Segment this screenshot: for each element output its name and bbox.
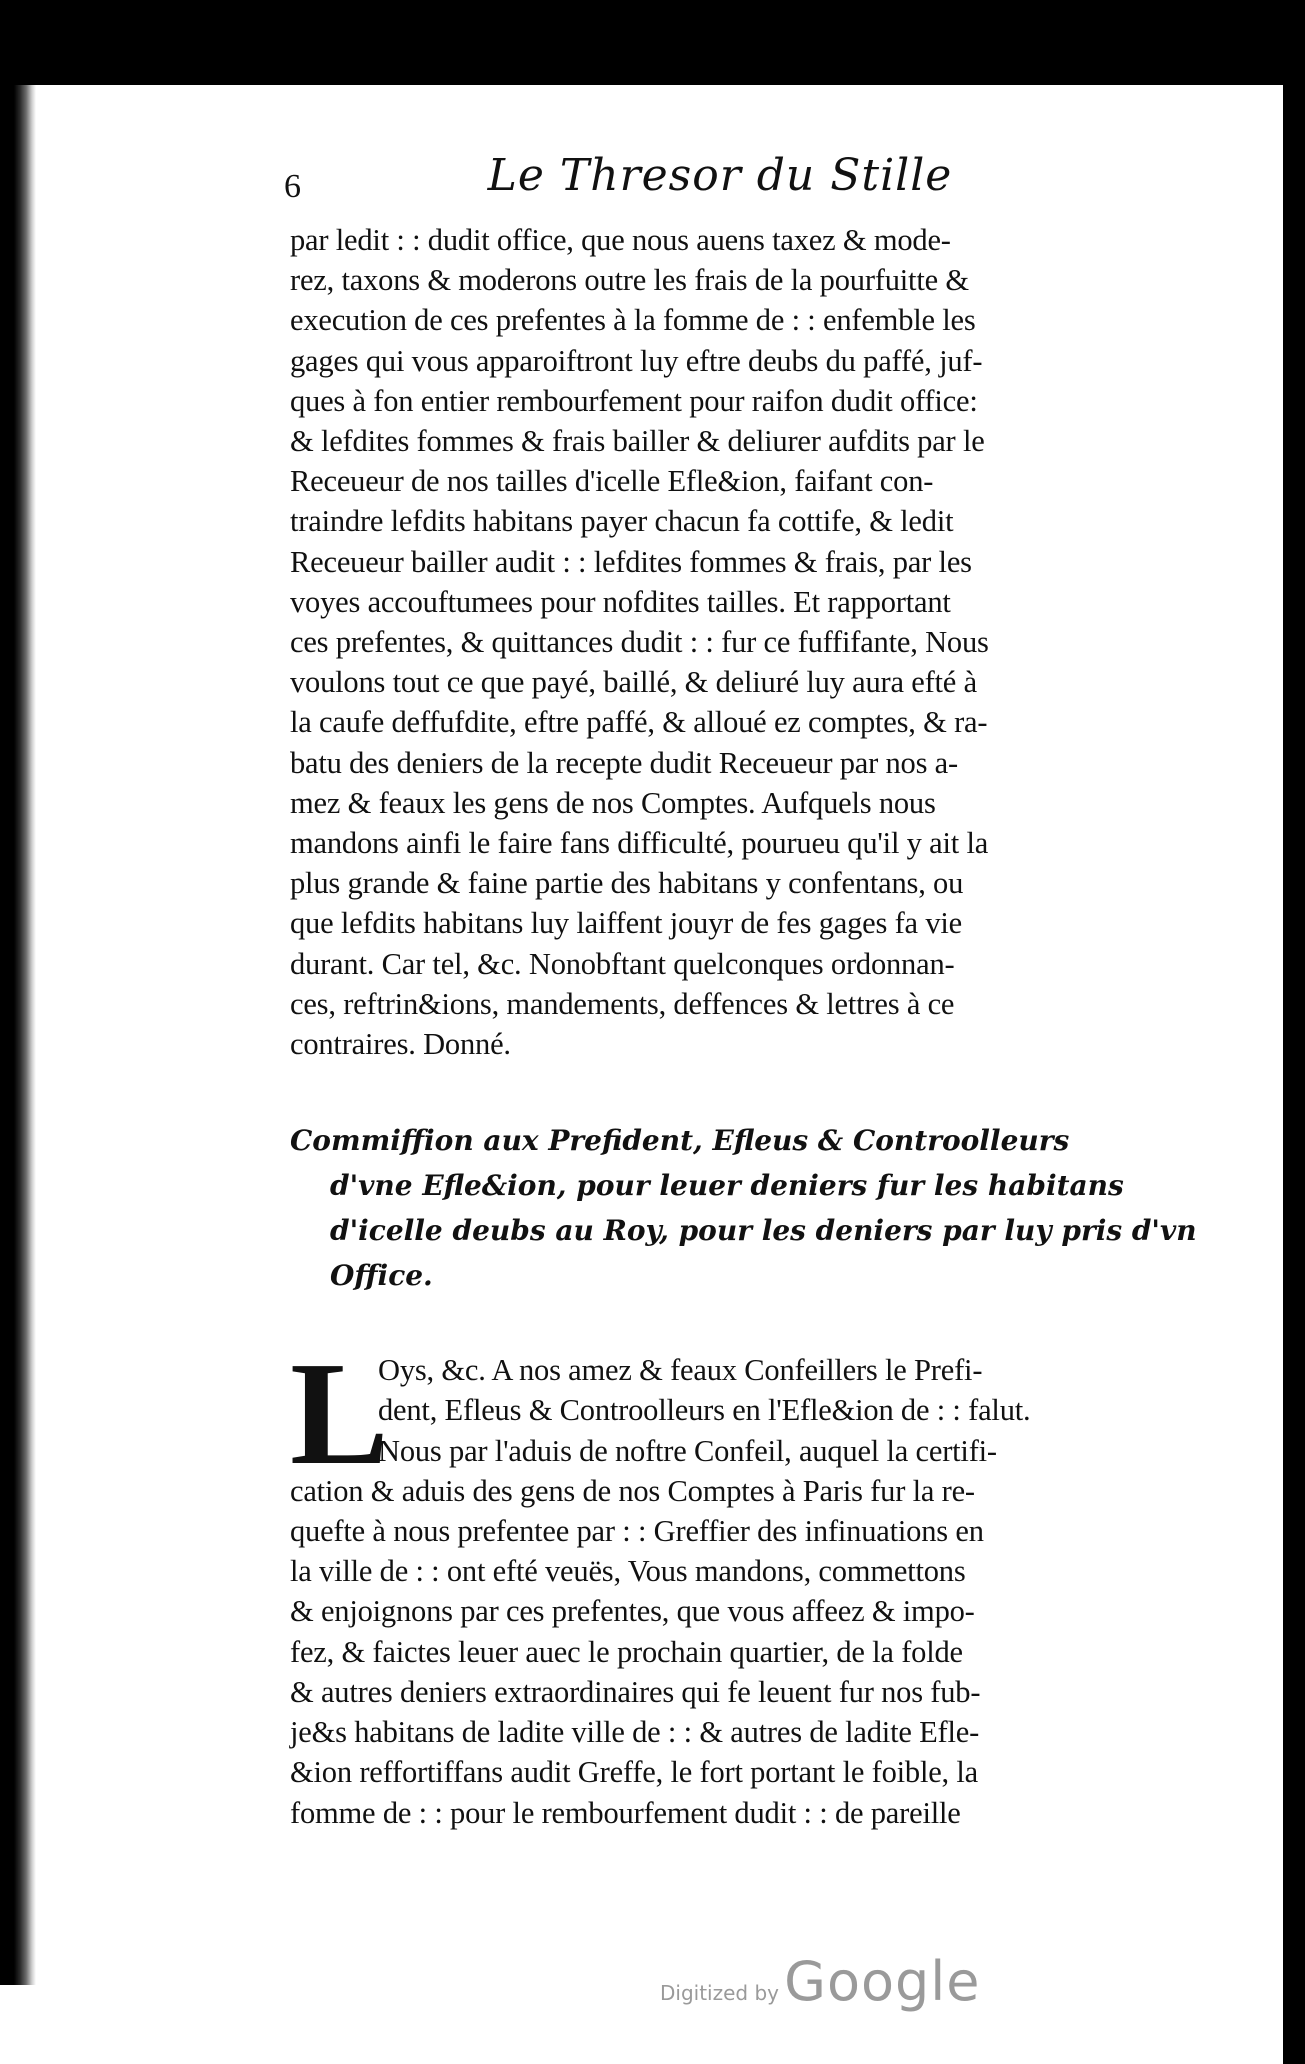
drop-cap: L: [290, 1332, 389, 1497]
paragraph-1-line: execution de ces prefentes à la fomme de : : enfemble les: [290, 303, 976, 338]
section-2-line: fez, & faictes leuer auec le prochain quartier, de la folde: [290, 1634, 963, 1669]
heading-line: d'icelle deubs au Roy, pour les deniers par luy pris d'vn: [330, 1214, 1197, 1248]
heading-line: d'vne Efle&ion, pour leuer deniers fur les habitans: [330, 1169, 1124, 1203]
paragraph-1-line: mandons ainfi le faire fans difficulté, pourueu qu'il y ait la: [290, 826, 989, 861]
paragraph-1-line: & lefdites fommes & frais bailler & deliurer aufdits par le: [290, 424, 985, 459]
section-2-line: & enjoignons par ces prefentes, que vous affeez & impo-: [290, 1594, 975, 1629]
paragraph-1-line: Receueur de nos tailles d'icelle Efle&ion, faifant con-: [290, 464, 934, 499]
paragraph-1-line: ces prefentes, & quittances dudit : : fur ce fuffifante, Nous: [290, 625, 989, 660]
paragraph-1-line: ques à fon entier rembourfement pour raifon dudit office:: [290, 383, 978, 418]
paragraph-1-line: ces, reftrin&ions, mandements, deffences & lettres à ce: [290, 986, 955, 1021]
paragraph-1: [290, 220, 1150, 1064]
section-2-line: dent, Efleus & Controolleurs en l'Efle&ion de : : falut.: [378, 1393, 1031, 1428]
section-heading: [290, 1118, 1197, 1298]
paragraph-1-line: voyes accouftumees pour nofdites tailles. Et rapportant: [290, 584, 951, 619]
section-2-body: [290, 1332, 1150, 1832]
paragraph-1-line: plus grande & faine partie des habitans y confentans, ou: [290, 866, 964, 901]
paragraph-1-line: batu des deniers de la recepte dudit Receueur par nos a-: [290, 745, 958, 780]
paragraph-1-line: gages qui vous apparoiftront luy eftre deubs du paffé, juf-: [290, 343, 983, 378]
digitized-label: Digitized by: [660, 1981, 779, 2005]
google-logo: Google: [784, 1950, 981, 2013]
section-2: [290, 1332, 1150, 1832]
section-2-line: & autres deniers extraordinaires qui fe leuent fur nos fub-: [290, 1674, 981, 1709]
section-2-line: cation & aduis des gens de nos Comptes à Paris fur la re-: [290, 1473, 975, 1508]
paragraph-1-line: contraires. Donné.: [290, 1027, 511, 1062]
section-2-line: Oys, &c. A nos amez & feaux Confeillers le Prefi-: [378, 1353, 983, 1388]
digitized-watermark: [660, 1950, 981, 2013]
heading-line: Office.: [330, 1259, 433, 1293]
scan-border-right: [1283, 0, 1305, 2064]
paragraph-1-line: Receueur bailler audit : : lefdites fommes & frais, par les: [290, 544, 972, 579]
paragraph-1-line: durant. Car tel, &c. Nonobftant quelconques ordonnan-: [290, 946, 955, 981]
section-2-line: fomme de : : pour le rembourfement dudit : : de pareille: [290, 1795, 961, 1830]
paragraph-1-line: traindre lefdits habitans payer chacun fa cottife, & ledit: [290, 504, 954, 539]
section-2-line: la ville de : : ont efté veuës, Vous mandons, commettons: [290, 1554, 966, 1589]
book-page: [284, 150, 1197, 1833]
heading-line: Commiffion aux Prefident, Efleus & Controolleurs: [290, 1124, 1070, 1158]
page-number: 6: [284, 168, 301, 205]
paragraph-1-line: que lefdits habitans luy laiffent jouyr de fes gages fa vie: [290, 906, 962, 941]
section-2-line: Nous par l'aduis de noftre Confeil, auquel la certifi-: [378, 1433, 997, 1468]
paragraph-1-line: voulons tout ce que payé, baillé, & deliuré luy aura efté à: [290, 665, 977, 700]
section-2-line: &ion reffortiffans audit Greffe, le fort portant le foible, la: [290, 1755, 979, 1790]
paragraph-1-line: par ledit : : dudit office, que nous auens taxez & mode-: [290, 223, 951, 257]
section-2-line: je&s habitans de ladite ville de : : & autres de ladite Efle-: [290, 1715, 980, 1750]
paragraph-1-line: la caufe deffufdite, eftre paffé, & alloué ez comptes, & ra-: [290, 705, 988, 740]
paragraph-1-line: rez, taxons & moderons outre les frais de la pourfuitte &: [290, 263, 969, 298]
running-head: Le Thresor du Stille: [487, 150, 953, 201]
paragraph-1-line: mez & feaux les gens de nos Comptes. Aufquels nous: [290, 785, 936, 820]
section-2-line: quefte à nous prefentee par : : Greffier des infinuations en: [290, 1514, 984, 1549]
scan-gutter-left: [0, 85, 36, 1985]
scan-border-top: [0, 0, 1305, 85]
